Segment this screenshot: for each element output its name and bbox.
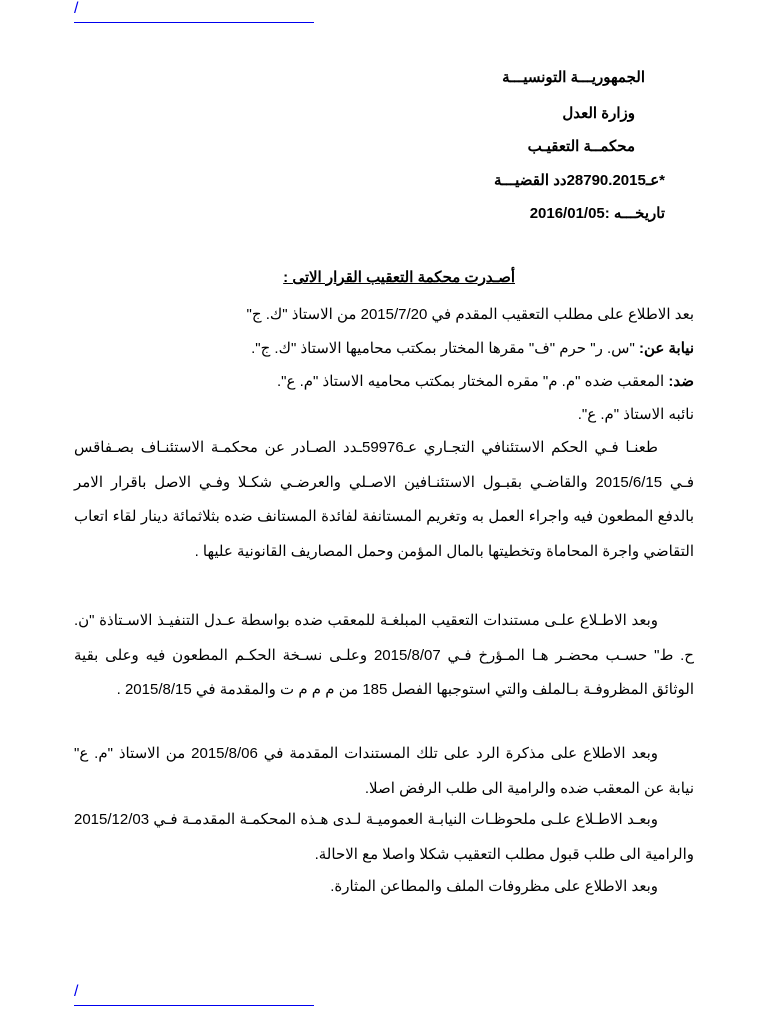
- bottom-link[interactable]: /: [74, 983, 79, 1000]
- court-heading: محكمــة التعقيـب: [527, 138, 635, 155]
- republic-heading: الجمهوريـــة التونسيـــة: [502, 69, 645, 86]
- decision-title: أصـدرت محكمة التعقيب القرار الاتى :: [283, 269, 515, 286]
- paragraph-file-review: وبعد الاطلاع على مظروفات الملف والمطاعن المثارة.: [330, 878, 658, 895]
- against-label: ضد:: [668, 373, 694, 390]
- on-behalf-text: "س. ر" حرم "ف" مقرها المختار بمكتب محاميها الاستاذ "ك. ج".: [251, 340, 639, 357]
- paragraph-appeal-grounds: طعنـا فـي الحكم الاستئنافي التجـاري عـ59976ـدد الصـادر عن محكمـة الاستئنـاف بصـفاقس فـي 2015/6/15 والقاضـي بقبـول الاستئنـافين الاصـلي والعرضـي شكـلا وفـي الاصل باقرار الامر بالدفع المطعون فيه واجراء العمل به وتغريم المستانفة لفائدة المستانف ضده بثلاثمائة دينار لقاء اتعاب التقاضي واجرة المحاماة وتخطيتها بالمال المؤمن وحمل المصاريف القانونية عليها .: [74, 439, 694, 560]
- ministry-heading: وزارة العدل: [562, 105, 635, 122]
- paragraph-notification: وبعد الاطـلاع علـى مستندات التعقيب المبلغـة للمعقب ضده بواسطة عـدل التنفيـذ الاسـتاذة "ن. ح. ط" حسـب محضـر هـا المـؤرخ فـي 2015/8/07 وعلـى نسـخة الحكـم المطعون فيه وعلى بقية الوثائق المظروفـة بـالملف والتي استوجبها الفصل 185 من م م م ت والمقدمة في 2015/8/15 .: [74, 612, 694, 698]
- appeal-intro-line: بعد الاطلاع على مطلب التعقيب المقدم في 2015/7/20 من الاستاذ "ك. ج": [246, 306, 694, 323]
- case-number: *عـ28790.2015دد القضيـــة: [493, 172, 665, 189]
- top-link[interactable]: /: [74, 0, 79, 17]
- against-line: [277, 372, 694, 390]
- paragraph-response: وبعد الاطلاع على مذكرة الرد على تلك المستندات المقدمة في 2015/8/06 من الاستاذ "م. ع" نيابة عن المعقب ضده والرامية الى طلب الرفض اصلا.: [74, 745, 694, 797]
- top-link-rule: [74, 2, 314, 23]
- deputy-line: نائبه الاستاذ "م. ع".: [577, 406, 694, 423]
- paragraph-prosecution: وبعـد الاطـلاع علـى ملحوظـات النيابـة العموميـة لـدى هـذه المحكمـة المقدمـة فـي 2015/12/03 والرامية الى طلب قبول مطلب التعقيب شكلا واصلا مع الاحالة.: [74, 811, 694, 863]
- decision-date: تاريخـــه :2016/01/05: [529, 205, 665, 222]
- on-behalf-label: نيابة عن:: [638, 340, 694, 357]
- against-text: المعقب ضده "م. م" مقره المختار بمكتب محاميه الاستاذ "م. ع".: [276, 373, 669, 390]
- on-behalf-line: [251, 339, 694, 357]
- bottom-link-rule: [74, 985, 314, 1006]
